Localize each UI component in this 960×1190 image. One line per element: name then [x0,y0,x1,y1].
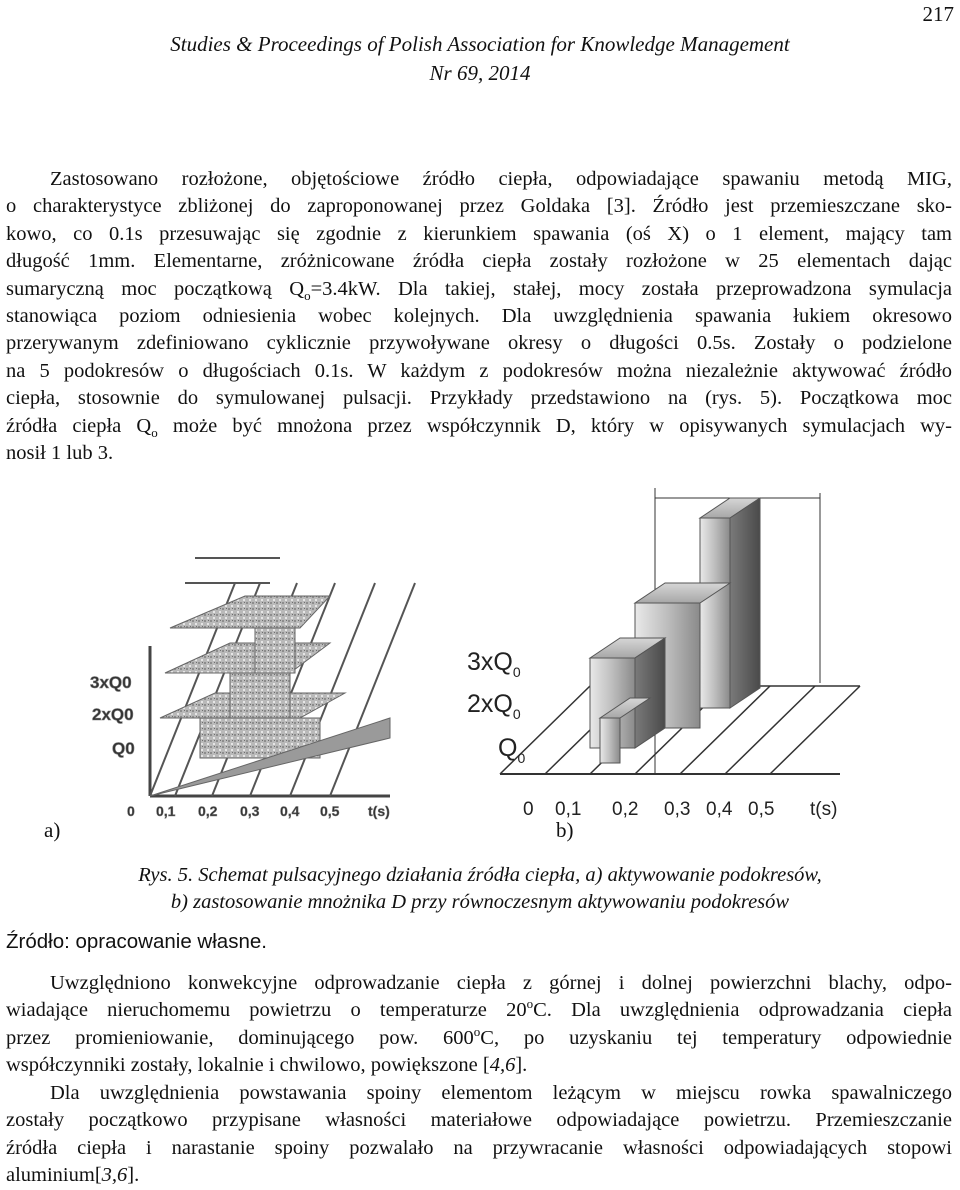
reference-number: 4,6 [489,1054,516,1077]
journal-issue: Nr 69, 2014 [429,61,531,85]
block-front [700,518,730,708]
paragraph-line: zostały początkowo przypisane własności materiałowe odpowiadające powietrzu. Przemieszczanie [6,1109,952,1132]
paragraph-2 [6,970,952,1080]
layer-3-front [255,628,295,673]
journal-title: Studies & Proceedings of Polish Association for Knowledge Management [170,32,790,56]
paragraph-line: wiadające nieruchomemu powietrzu o temperaturze 20$^o$C. Dla uwzględnienia odprowadzania ciepła [6,996,953,1022]
diagram-a-ylabel: 2xQ0 [92,705,134,724]
superscript: o [473,1023,481,1039]
paragraph-line: ciepła, stosownie do symulowanej pulsacji. Przykłady przedstawiono na (rys. 5). Początkowa moc [6,387,952,410]
diagram-a-xtick: t(s) [368,803,390,819]
diagram-b-ylabel: $2xQ_0$ [467,690,521,722]
diagram-b-xtick: 0,2 [612,799,639,820]
layer-3 [170,596,330,628]
diagram-b-xtick: 0,5 [748,799,775,820]
paragraph-line: przez promieniowanie, dominującego pow. 600$^o$C, po uzyskaniu tej temperatury odpowiednie [6,1023,952,1049]
caption-line: b) zastosowanie mnożnika D przy równoczesnym aktywowaniu podokresów [170,891,790,913]
paragraph-line: na 5 podokresów o długościach 0.1s. W każdym z podokresów można niezależnie aktywować źródło [6,359,952,382]
diagram-b-xtick: 0,1 [555,799,582,820]
paragraph-line: nosił 1 lub 3. [6,442,114,465]
diagram-a-ylabel: Q0 [112,739,135,758]
page-number: 217 [922,2,954,26]
paragraph-line: źródła ciepła i narastanie spoiny pozwalało na przywracanie własności odpowiadających stopowi [6,1136,952,1159]
layer-2-front [230,673,290,718]
paragraph-line: Uwzględniono konwekcyjne odprowadzanie ciepła z górnej i dolnej powierzchni blachy, odpo- [50,972,952,994]
diagram-b-xtick: 0,3 [664,799,691,820]
figure-label-b: b) [556,818,574,842]
diagram-a-xtick: 0,3 [240,803,260,819]
paragraph-line: sumaryczną moc początkową $Q_o=3.4kW$. Dla takiej, stałej, mocy została przeprowadzona symulacja [6,277,952,303]
layer-2 [165,643,330,673]
figure-5 [0,488,960,848]
diagram-b-xtick: 0 [523,799,534,820]
caption-line: Rys. 5. Schemat pulsacyjnego działania źródła ciepła, a) aktywowanie podokresów, [138,864,822,886]
paragraph-line: aluminium[3,6]. [6,1164,140,1187]
diagram-a-ylabel: 3xQ0 [90,673,132,692]
paragraph-1 [6,166,952,467]
reference-number: 3,6 [101,1164,128,1187]
paragraph-line: współczynniki zostały, lokalnie i chwilowo, powiększone [4,6]. [6,1054,528,1077]
block-side [635,638,665,748]
paragraph-3 [6,1080,952,1190]
journal-header [0,30,960,88]
diagram-b [467,488,860,820]
diagram-b-ylabel: $Q_0$ [498,734,526,766]
paragraph-line: długość 1mm. Elementarne, zróżnicowane źródła ciepła zostały rozłożone w 25 elementach dając [6,250,952,273]
figure-label-a: a) [44,818,61,842]
paragraph-line: Zastosowano rozłożone, objętościowe źródło ciepła, odpowiadające spawaniu metodą MIG, [50,168,952,190]
diagram-b-blocks [590,498,760,763]
diagram-a-xtick: 0,4 [280,803,300,819]
diagram-b-ylabel: $3xQ_0$ [467,648,521,680]
superscript: o [526,996,534,1012]
subscript: o [151,424,158,440]
diagram-a-xtick: 0 [127,803,135,819]
paragraph-line: przerywanym zdefiniowano cyklicznie przywoływane okresy o długości 0.5s. Zostały o podzielone [6,332,952,355]
diagram-b-xtick: 0,4 [706,799,733,820]
diagram-a-xtick: 0,2 [198,803,218,819]
paragraph-line: stanowiąca poziom odniesienia wobec kolejnych. Dla uwzględnienia spawania łukiem okresowo [6,305,952,328]
paragraph-line: kowo, co 0.1s przesuwając się zgodnie z kierunkiem spawania (oś X) o 1 element, mający tam [6,222,952,245]
diagram-a-xtick: 0,5 [320,803,340,819]
block-side [730,498,760,708]
figure-source: Źródło: opracowanie własne. [6,930,267,953]
subscript: o [304,287,311,303]
diagram-a-xtick: 0,1 [156,803,176,819]
paragraph-line: o charakterystyce zbliżonej do zaproponowanej przez Goldaka [3]. Źródło jest przemieszczane sko- [6,195,952,218]
diagram-b-xtick: t(s) [810,799,838,820]
paragraph-line: źródła ciepła $Q_o$ może być mnożona przez współczynnik D, który w opisywanych symulacjach wy- [6,414,952,440]
figure-diagrams [0,488,960,848]
figure-caption [0,862,960,916]
paragraph-line: Dla uwzględnienia powstawania spoiny elementom leżącym w miejscu rowka spawalniczego [50,1082,952,1104]
block-front [600,718,620,763]
diagram-a [90,558,415,819]
